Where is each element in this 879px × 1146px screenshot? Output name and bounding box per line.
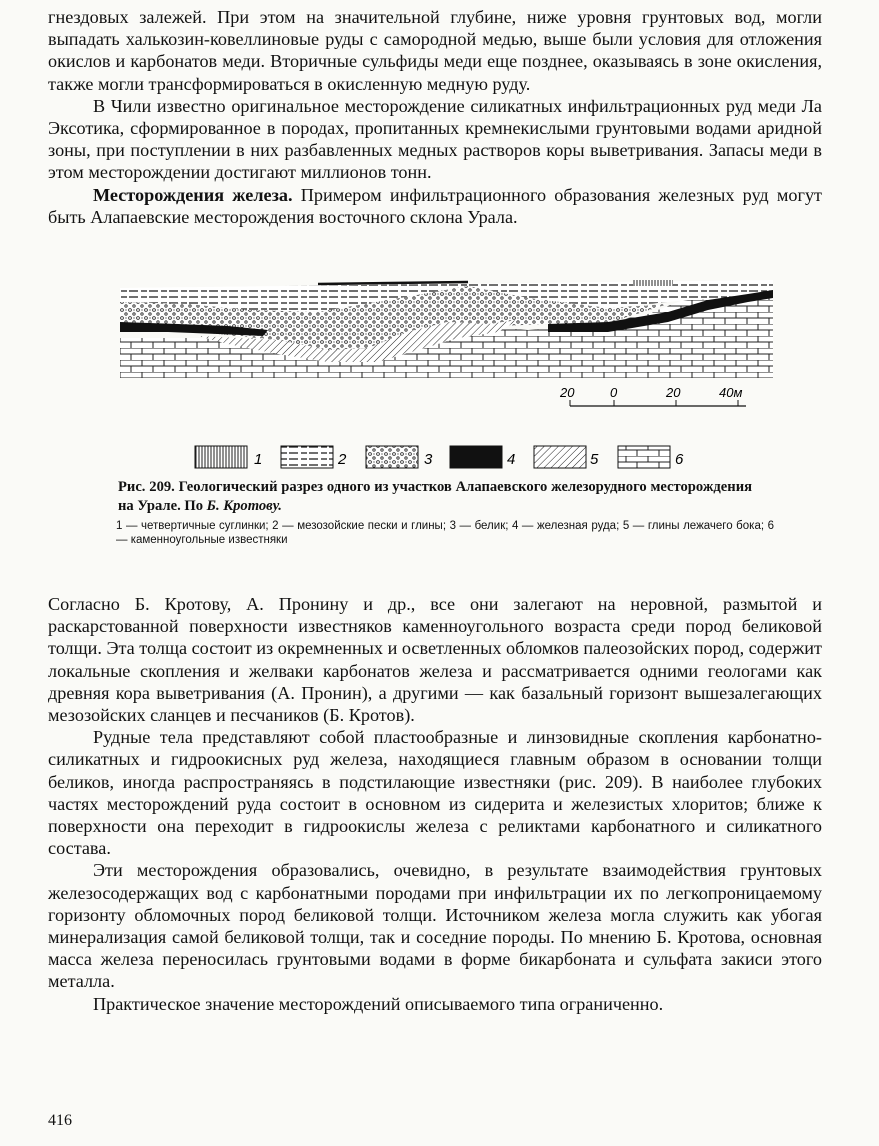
legend-number: 4 [507, 451, 516, 469]
caption-author: Б. Кротову. [206, 498, 282, 515]
paragraph-ore-bodies: Рудные тела представляют собой пластообразные и линзовидные скопления карбонатно-силикатных и гидроокисных руд железа, находящиеся главным образом в основании толщи беликов, иногда распространяясь в подстилающие известняки (рис. 209). В наиболее глубоких частях месторождений руда состоит в основном из сидерита и железистых хлоритов; ближе к поверхности она переходит в гидроокислы железа с реликтами карбонатного и силикатного состава. [48, 727, 822, 859]
caption-title-text: Рис. 209. Геологический разрез одного из участков Алапаевского железорудного месторождения на Урале. По [118, 479, 752, 515]
geologic-section-diagram [48, 228, 822, 488]
page-body [48, 0, 822, 1015]
paragraph-formation: Эти месторождения образовались, очевидно, в результате взаимодействия грунтовых железосодержащих вод с карбонатными породами при инфильтрации их по легкопроницаемому горизонту обломочных пород беликовой толщи. Источником железа могла служить как убогая минерализация самой беликовой толщи, так и соседние породы. По мнению Б. Кротова, основная масса железа переносилась грунтовыми водами в форме бикарбоната и сульфата закиси этого металла. [48, 860, 822, 992]
page-number: 416 [48, 1112, 72, 1129]
paragraph-practical: Практическое значение месторождений описываемого типа ограниченно. [93, 993, 664, 1014]
legend-swatch-2 [281, 446, 333, 468]
paragraph-krotov: Согласно Б. Кротову, А. Пронину и др., все они залегают на неровной, размытой и раскарстованной поверхности известняков каменноугольного возраста среди пород беликовой толщи. Эта толща состоит из окремненных и осветленных обломков палеозойских пород, содержит локальные скопления и желваки карбонатов железа и рассматривается одними геологами как древняя кора выветривания (А. Пронин), а другими — как базальный горизонт вышезалегающих мезозойских сланцев и песчаников (Б. Кротов). [48, 594, 822, 726]
paragraph-iron-intro [48, 184, 822, 228]
legend-number: 6 [675, 451, 684, 469]
caption-legend: 1 — четвертичные суглинки; 2 — мезозойские пески и глины; 3 — белик; 4 — железная руда; 5 — глины лежачего бока; 6 — каменноугольные известняки [116, 520, 774, 546]
legend-number: 2 [338, 451, 347, 469]
legend-number: 3 [424, 451, 433, 469]
caption-title [118, 478, 752, 516]
quaternary-loams-layer [633, 280, 673, 286]
paragraph-chile: В Чили известно оригинальное месторождение силикатных инфильтрационных руд меди Ла Эксотика, сформированное в породах, пропитанных кремнекислыми грунтовыми водами аридной зоны, при поступлении в них разбавленных медных растворов коры выветривания. Запасы меди в этом месторождении достигают миллионов тонн. [48, 95, 822, 183]
figure-209 [48, 228, 822, 593]
scale-label: 20 [666, 385, 681, 401]
legend-number: 5 [590, 451, 599, 469]
scale-label: 20 [560, 385, 575, 401]
iron-heading: Месторождения железа. [93, 184, 293, 205]
paragraph-continuation: гнездовых залежей. При этом на значительной глубине, ниже уровня грунтовых вод, могли выпадать халькозин-ковеллиновые руды с самородной медью, выше были условия для отложения окислов и карбонатов меди. Вторичные сульфиды меди еще позднее, оказываясь в зоне окисления, также могли трансформироваться в окисленную медную руду. [48, 7, 822, 94]
legend-swatch-3 [366, 446, 418, 468]
iron-intro-text: Примером инфильтрационного образования железных руд могут быть Алапаевские месторождения восточного склона Урала. [48, 184, 822, 227]
legend-swatch-4 [450, 446, 502, 468]
legend [195, 446, 684, 468]
legend-swatch-1 [195, 446, 247, 468]
legend-swatch-5 [534, 446, 586, 468]
legend-number: 1 [254, 451, 263, 469]
legend-swatch-6 [618, 446, 670, 468]
scale-label: 40м [719, 385, 743, 401]
scale-label: 0 [610, 385, 618, 401]
figure-caption [48, 478, 822, 547]
scale-bar [559, 385, 746, 406]
